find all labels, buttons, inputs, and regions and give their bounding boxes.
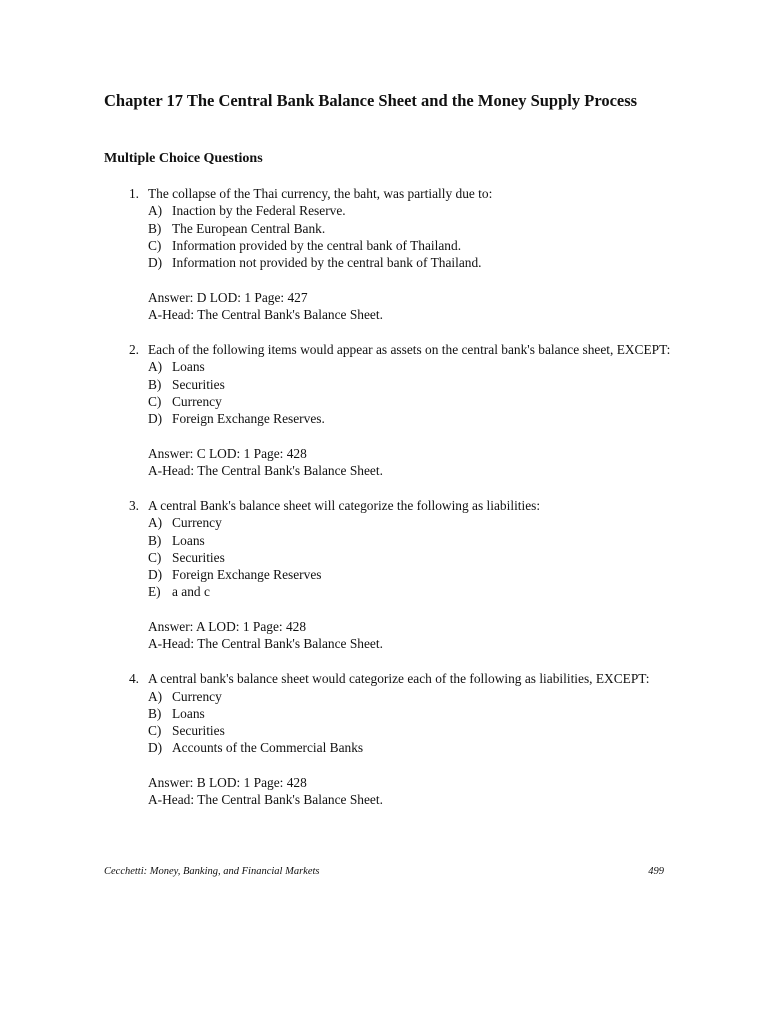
choice-text: Currency	[172, 393, 222, 409]
question-1	[104, 185, 674, 323]
question-number: 4.	[128, 671, 139, 687]
question-number: 3.	[128, 497, 139, 513]
footer-page-number: 499	[648, 866, 664, 877]
choice-letter: C)	[148, 393, 162, 409]
choice-b	[148, 532, 674, 549]
choice-letter: A)	[148, 515, 163, 531]
choice-letter: D)	[148, 567, 163, 583]
answer-line: Answer: B LOD: 1 Page: 428	[148, 774, 307, 790]
choice-d	[148, 739, 674, 756]
choice-d	[148, 410, 674, 427]
choice-letter: B)	[148, 532, 162, 548]
choice-letter: C)	[148, 549, 162, 565]
choice-text: Securities	[172, 376, 225, 392]
a-head-line: A-Head: The Central Bank's Balance Sheet.	[148, 792, 383, 808]
choice-letter: A)	[148, 359, 163, 375]
choice-a	[148, 358, 674, 375]
choice-c	[148, 393, 674, 410]
chapter-title: Chapter 17 The Central Bank Balance Sheet and the Money Supply Process	[104, 91, 638, 110]
question-number: 1.	[128, 186, 139, 201]
choice-text: Loans	[172, 705, 205, 721]
choice-text: Inaction by the Federal Reserve.	[172, 203, 346, 219]
answer-block	[148, 774, 674, 809]
choice-a	[148, 688, 674, 705]
answer-line: Answer: D LOD: 1 Page: 427	[148, 289, 308, 305]
choice-text: Loans	[172, 359, 205, 375]
question-number: 2.	[128, 341, 139, 357]
answer-block	[148, 618, 674, 653]
choice-text: Currency	[172, 515, 222, 531]
choice-text: Currency	[172, 688, 222, 704]
choice-b	[148, 376, 674, 393]
footer-book-title: Cecchetti: Money, Banking, and Financial Markets	[104, 866, 320, 877]
choice-d	[148, 254, 674, 271]
choice-text: Information not provided by the central bank of Thailand.	[172, 255, 482, 271]
choice-b	[148, 220, 674, 237]
answer-block	[148, 445, 674, 480]
question-2	[104, 341, 674, 479]
choice-c	[148, 237, 674, 254]
choice-text: a and c	[172, 584, 210, 600]
question-text: Each of the following items would appear as assets on the central bank's balance sheet, EXCEPT:	[148, 341, 671, 357]
question-text: A central bank's balance sheet would categorize each of the following as liabilities, EXCEPT:	[148, 671, 650, 687]
choice-text: Loans	[172, 532, 205, 548]
choice-letter: C)	[148, 723, 162, 739]
choice-text: Securities	[172, 723, 225, 739]
choice-letter: D)	[148, 255, 163, 271]
choice-a	[148, 202, 674, 219]
question-text: A central Bank's balance sheet will categorize the following as liabilities:	[148, 497, 541, 513]
question-text: The collapse of the Thai currency, the baht, was partially due to:	[148, 186, 493, 201]
answer-line: Answer: C LOD: 1 Page: 428	[148, 445, 307, 461]
answer-block	[148, 289, 674, 324]
a-head-line: A-Head: The Central Bank's Balance Sheet.	[148, 307, 383, 323]
section-title: Multiple Choice Questions	[104, 151, 263, 166]
choice-b	[148, 705, 674, 722]
choice-letter: D)	[148, 411, 163, 427]
answer-line: Answer: A LOD: 1 Page: 428	[148, 619, 307, 635]
question-3	[104, 497, 674, 653]
choice-letter: A)	[148, 203, 163, 219]
choice-letter: E)	[148, 584, 161, 600]
choice-text: Foreign Exchange Reserves.	[172, 411, 325, 427]
choice-text: Information provided by the central bank of Thailand.	[172, 237, 462, 253]
choice-text: Foreign Exchange Reserves	[172, 567, 322, 583]
choice-letter: B)	[148, 705, 162, 721]
question-list	[104, 185, 674, 826]
choice-e	[148, 583, 674, 600]
choice-letter: A)	[148, 688, 163, 704]
choice-list	[148, 358, 674, 427]
choice-letter: D)	[148, 740, 163, 756]
choice-a	[148, 514, 674, 531]
question-4	[104, 670, 674, 808]
choice-c	[148, 722, 674, 739]
choice-list	[148, 688, 674, 757]
choice-text: The European Central Bank.	[172, 220, 326, 236]
choice-list	[148, 514, 674, 600]
choice-letter: B)	[148, 376, 162, 392]
choice-c	[148, 549, 674, 566]
choice-letter: C)	[148, 237, 162, 253]
choice-text: Accounts of the Commercial Banks	[172, 740, 364, 756]
choice-text: Securities	[172, 549, 225, 565]
a-head-line: A-Head: The Central Bank's Balance Sheet.	[148, 463, 383, 479]
choice-d	[148, 566, 674, 583]
a-head-line: A-Head: The Central Bank's Balance Sheet.	[148, 636, 383, 652]
choice-list	[148, 202, 674, 271]
choice-letter: B)	[148, 220, 162, 236]
